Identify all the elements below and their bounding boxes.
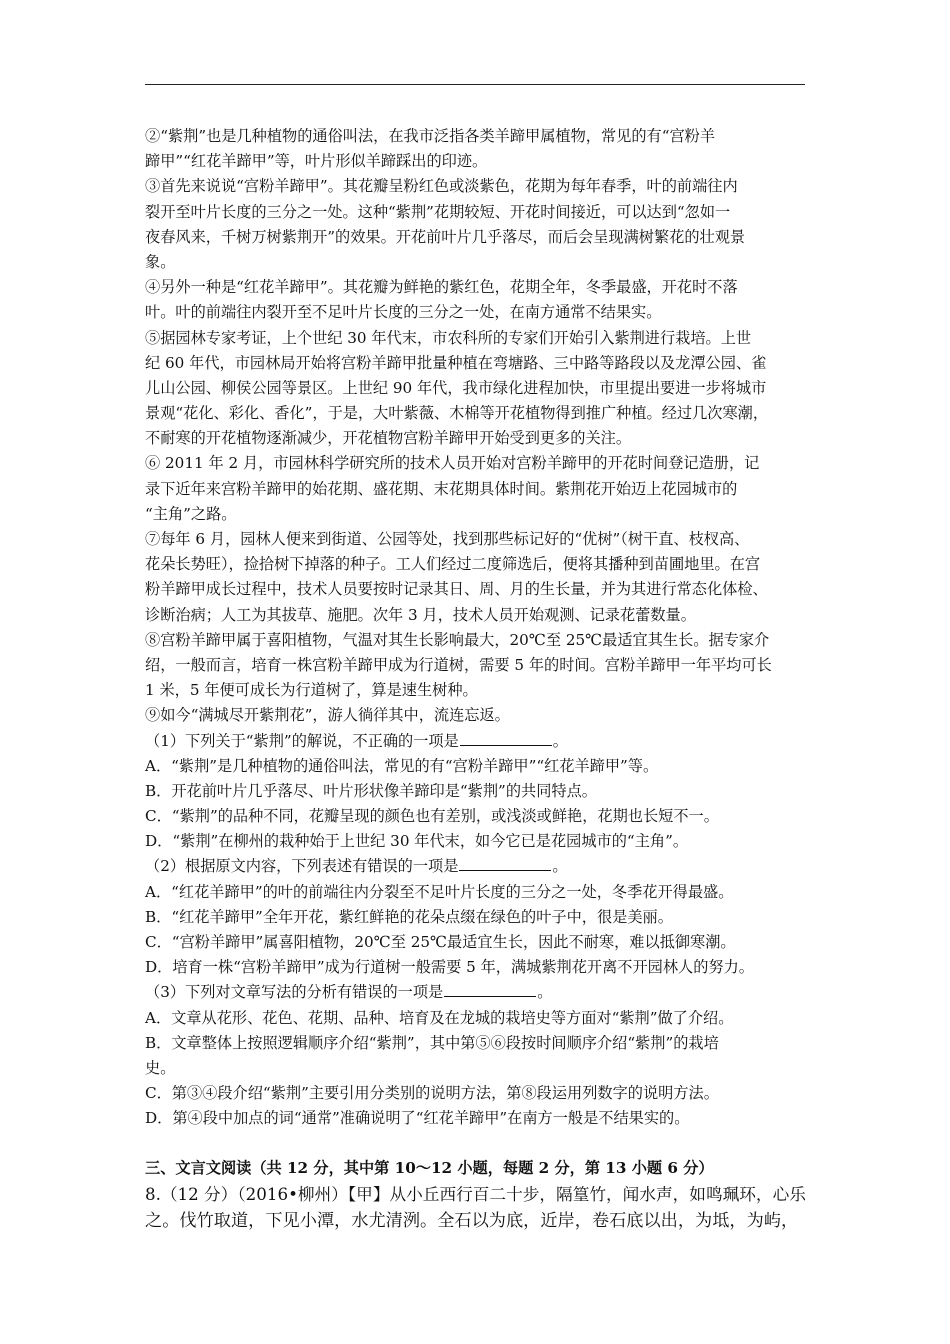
section-heading: 三、文言文阅读（共 12 分，其中第 10～12 小题，每题 2 分，第 13 小题 6 分） — [145, 1158, 714, 1177]
passage-line: 蹄甲”“红花羊蹄甲”等，叶片形似羊蹄踩出的印迹。 — [145, 152, 488, 171]
passage-line: ⑧宫粉羊蹄甲属于喜阳植物，气温对其生长影响最大，20℃至 25℃最适宜其生长。据专家介 — [145, 630, 770, 649]
answer-blank[interactable] — [444, 982, 536, 997]
passage-line: 录下近年来宫粉羊蹄甲的始花期、盛花期、末花期具体时间。紫荆花开始迈上花园城市的 — [145, 479, 738, 498]
passage-line: 1 米，5 年便可成长为行道树了，算是速生树种。 — [145, 681, 478, 700]
passage-line: 纪 60 年代，市园林局开始将宫粉羊蹄甲批量种植在弯塘路、三中路等路段以及龙潭公园、雀 — [145, 353, 767, 372]
option-a: A．“紫荆”是几种植物的通俗叫法，常见的有“宫粉羊蹄甲”“红花羊蹄甲”等。 — [145, 756, 659, 775]
answer-blank[interactable] — [460, 731, 552, 746]
passage-line: “主角”之路。 — [145, 504, 237, 523]
passage-line: ⑨如今“满城尽开紫荆花”，游人徜徉其中，流连忘返。 — [145, 706, 510, 725]
passage-line: ⑦每年 6 月，园林人便来到街道、公园等处，找到那些标记好的“优树”（树干直、枝杈高、 — [145, 530, 750, 548]
question-stem — [145, 854, 809, 879]
question-stem-text: （1）下列关于“紫荆”的解说，不正确的一项是 — [145, 731, 459, 750]
option-a: A．文章从花形、花色、花期、品种、培育及在龙城的栽培史等方面对“紫荆”做了介绍。 — [145, 1008, 734, 1027]
question-stem-text: （3）下列对文章写法的分析有错误的一项是 — [145, 983, 444, 1002]
question-2 — [145, 854, 809, 980]
passage-line: ②“紫荆”也是几种植物的通俗叫法，在我市泛指各类羊蹄甲属植物，常见的有“宫粉羊 — [145, 127, 716, 145]
question-stem-text: （2）根据原文内容，下列表述有错误的一项是 — [145, 857, 459, 876]
option-d: D．培育一株“宫粉羊蹄甲”成为行道树一般需要 5 年，满城紫荆花开离不开园林人的努力。 — [145, 958, 754, 977]
option-c: C．“紫荆”的品种不同，花瓣呈现的颜色也有差别，或浅淡或鲜艳，花期也长短不一。 — [145, 807, 719, 826]
section-3 — [145, 1156, 809, 1235]
question-1 — [145, 729, 809, 855]
passage-line: 粉羊蹄甲成长过程中，技术人员要按时记录其日、周、月的生长量，并为其进行常态化体检、 — [145, 580, 768, 599]
question-8-line: 8.（12 分）（2016•柳州）【甲】从小丘西行百二十步，隔篁竹，闻水声，如鸣珮环，心乐 — [145, 1184, 806, 1204]
question-stem-end: 。 — [537, 983, 553, 1002]
passage-line: 景观“花化、彩化、香化”，于是，大叶紫薇、木棉等开花植物得到推广种植。经过几次寒潮， — [145, 404, 769, 423]
passage-line: ⑥ 2011 年 2 月，市园林科学研究所的技术人员开始对宫粉羊蹄甲的开花时间登记造册，记 — [145, 454, 760, 473]
option-c: C．“宫粉羊蹄甲”属喜阳植物，20℃至 25℃最适宜生长，因此不耐寒，难以抵御寒潮。 — [145, 933, 736, 951]
option-b: B．开花前叶片几乎落尽、叶片形状像羊蹄印是“紫荆”的共同特点。 — [145, 781, 597, 800]
passage-line: 花朵长势旺），捡拾树下掉落的种子。工人们经过二度筛选后，便将其播种到苗圃地里。在宫 — [145, 555, 761, 574]
option-b: B．文章整体上按照逻辑顺序介绍“紫荆”，其中第⑤⑥段按时间顺序介绍“紫荆”的栽培 — [145, 1033, 719, 1052]
header-rule — [145, 84, 805, 85]
answer-blank[interactable] — [459, 856, 551, 871]
passage-line: 叶。叶的前端往内裂开至不足叶片长度的三分之一处，在南方通常不结果实。 — [145, 303, 662, 322]
passage-line: 绍，一般而言，培育一株宫粉羊蹄甲成为行道树，需要 5 年的时间。宫粉羊蹄甲一年平均可长 — [145, 655, 772, 674]
passage — [145, 124, 809, 729]
question-8-line: 之。伐竹取道，下见小潭，水尤清洌。全石以为底，近岸，卷石底以出，为坻，为屿， — [145, 1210, 799, 1231]
option-b-continued: 史。 — [145, 1058, 176, 1077]
option-b: B．“红花羊蹄甲”全年开花，紫红鲜艳的花朵点缀在绿色的叶子中，很是美丽。 — [145, 907, 673, 926]
passage-line: 诊断治病；人工为其拔草、施肥。次年 3 月，技术人员开始观测、记录花蕾数量。 — [145, 605, 696, 624]
passage-line: 夜春风来，千树万树紫荆开”的效果。开花前叶片几乎落尽，而后会呈现满树繁花的壮观景 — [145, 227, 746, 246]
question-stem-end: 。 — [552, 857, 568, 876]
option-a: A．“红花羊蹄甲”的叶的前端往内分裂至不足叶片长度的三分之一处，冬季花开得最盛。 — [145, 882, 734, 901]
document-body — [145, 124, 809, 1235]
option-d: D．“紫荆”在柳州的栽种始于上世纪 30 年代末，如今它已是花园城市的“主角”。 — [145, 832, 689, 851]
option-d: D．第④段中加点的词“通常”准确说明了“红花羊蹄甲”在南方一般是不结果实的。 — [145, 1109, 690, 1128]
question-stem — [145, 729, 809, 754]
passage-line: ③首先来说说“宫粉羊蹄甲”。其花瓣呈粉红色或淡紫色，花期为每年春季，叶的前端往内 — [145, 177, 738, 196]
passage-line: 儿山公园、柳侯公园等景区。上世纪 90 年代，我市绿化进程加快，市里提出要进一步将城市 — [145, 378, 767, 397]
passage-line: 不耐寒的开花植物逐渐减少，开花植物宫粉羊蹄甲开始受到更多的关注。 — [145, 429, 631, 448]
passage-line: ④另外一种是“红花羊蹄甲”。其花瓣为鲜艳的紫红色，花期全年，冬季最盛，开花时不落 — [145, 278, 738, 297]
passage-line: 裂开至叶片长度的三分之一处。这种“紫荆”花期较短、开花时间接近，可以达到“忽如一 — [145, 202, 731, 221]
question-stem-end: 。 — [552, 731, 568, 750]
option-c: C．第③④段介绍“紫荆”主要引用分类别的说明方法，第⑧段运用列数字的说明方法。 — [145, 1084, 719, 1103]
passage-line: 象。 — [145, 252, 176, 271]
question-stem — [145, 980, 809, 1005]
question-3 — [145, 980, 809, 1131]
section-spacer — [145, 1132, 809, 1156]
passage-line: ⑤据园林专家考证，上个世纪 30 年代末，市农科所的专家们开始引入紫荆进行栽培。上世 — [145, 328, 752, 347]
